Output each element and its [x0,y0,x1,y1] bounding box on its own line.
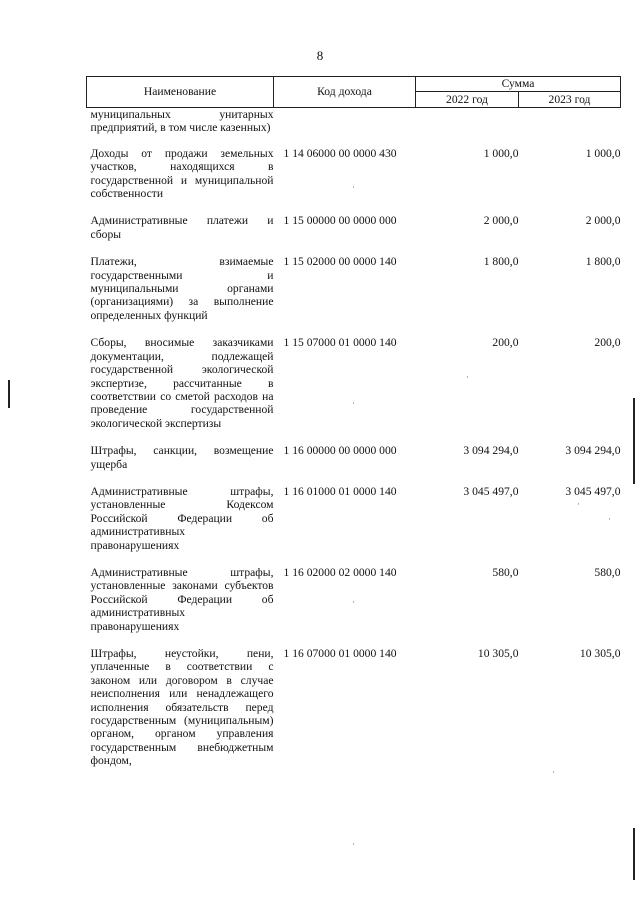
header-code: Код дохода [274,77,416,108]
table-row [87,444,621,485]
row-name: муниципальных унитарных предприятий, в том числе казенных) [90,108,274,135]
table-header [87,77,621,108]
row-value-2022: 2 000,0 [483,214,519,228]
header-name: Наименование [87,77,274,108]
row-value-2023: 1 000,0 [585,146,621,160]
row-code: 1 16 01000 01 0000 140 [283,484,397,498]
scan-speck: · [352,182,355,192]
scan-speck: · [352,839,355,849]
row-value-2022: 1 800,0 [483,255,519,269]
row-value-2022: 10 305,0 [477,647,519,660]
scan-edge-mark-right [633,398,635,484]
row-value-2022: 3 094 294,0 [463,444,519,458]
table-row [87,336,621,444]
scan-speck: · [608,514,611,524]
row-name: Штрафы, санкции, возмещение ущерба [90,444,274,471]
row-value-2022: 580,0 [492,565,519,579]
scan-speck: · [552,767,555,777]
scan-speck: · [577,499,580,509]
scan-edge-mark-left [8,380,10,408]
row-code [274,108,416,147]
page-number: 8 [316,48,324,63]
scan-speck: · [352,398,355,408]
row-value-2023: 1 800,0 [585,255,621,269]
row-value-2023: 2 000,0 [585,214,621,228]
row-value-2023: 3 094 294,0 [565,444,621,458]
row-value-2023: 3 045 497,0 [565,484,621,498]
table-row [87,485,621,566]
row-value-2022 [416,108,519,147]
scan-edge-mark-right-bottom [633,828,635,880]
row-value-2023 [519,108,621,147]
scan-speck: · [466,372,469,382]
table-row [87,214,621,255]
table-row [87,108,621,147]
row-name: Административные штрафы, установленные законами субъектов Российской Федерации об административных правонарушениях [90,565,274,633]
row-name: Штрафы, неустойки, пени, уплаченные в соответствии с законом или договором в случае неисполнения или ненадлежащего исполнения обязательств перед государственным (муниципальным) органом, органом управления государственным внебюджетным фондом, [90,647,274,768]
header-year-2022: 2022 год [416,91,519,107]
row-value-2023: 200,0 [594,336,621,350]
row-code: 1 16 00000 00 0000 000 [283,444,397,458]
header-sum: Сумма [416,77,621,92]
row-name: Административные штрафы, установленные Кодексом Российской Федерации об административных правонарушениях [90,484,274,552]
row-value-2023: 10 305,0 [579,647,621,660]
row-name: Административные платежи и сборы [90,214,274,241]
row-name: Сборы, вносимые заказчиками документации, подлежащей государственной экологической экспертизе, рассчитанные в соответствии со сметой расходов на проведение государственной экологической экспертизы [90,336,274,430]
row-code: 1 16 02000 02 0000 140 [283,565,397,579]
row-value-2022: 3 045 497,0 [463,484,519,498]
row-code: 1 15 02000 00 0000 140 [283,255,397,269]
row-value-2022: 200,0 [492,336,519,350]
row-value-2022: 1 000,0 [483,146,519,160]
table-row [87,255,621,336]
scan-speck: · [352,597,355,607]
row-name: Платежи, взимаемые государственными и муниципальными органами (организациями) за выполнение определенных функций [90,255,274,322]
row-code: 1 14 06000 00 0000 430 [283,146,397,160]
row-code: 1 16 07000 01 0000 140 [283,647,397,660]
row-value-2023: 580,0 [594,565,621,579]
table-row [87,647,621,782]
table-body [87,108,621,782]
row-code: 1 15 07000 01 0000 140 [283,336,397,350]
row-name: Доходы от продажи земельных участков, находящихся в государственной и муниципальной собственности [90,146,274,201]
row-code: 1 15 00000 00 0000 000 [283,214,397,228]
table-row [87,147,621,215]
header-year-2023: 2023 год [519,91,621,107]
